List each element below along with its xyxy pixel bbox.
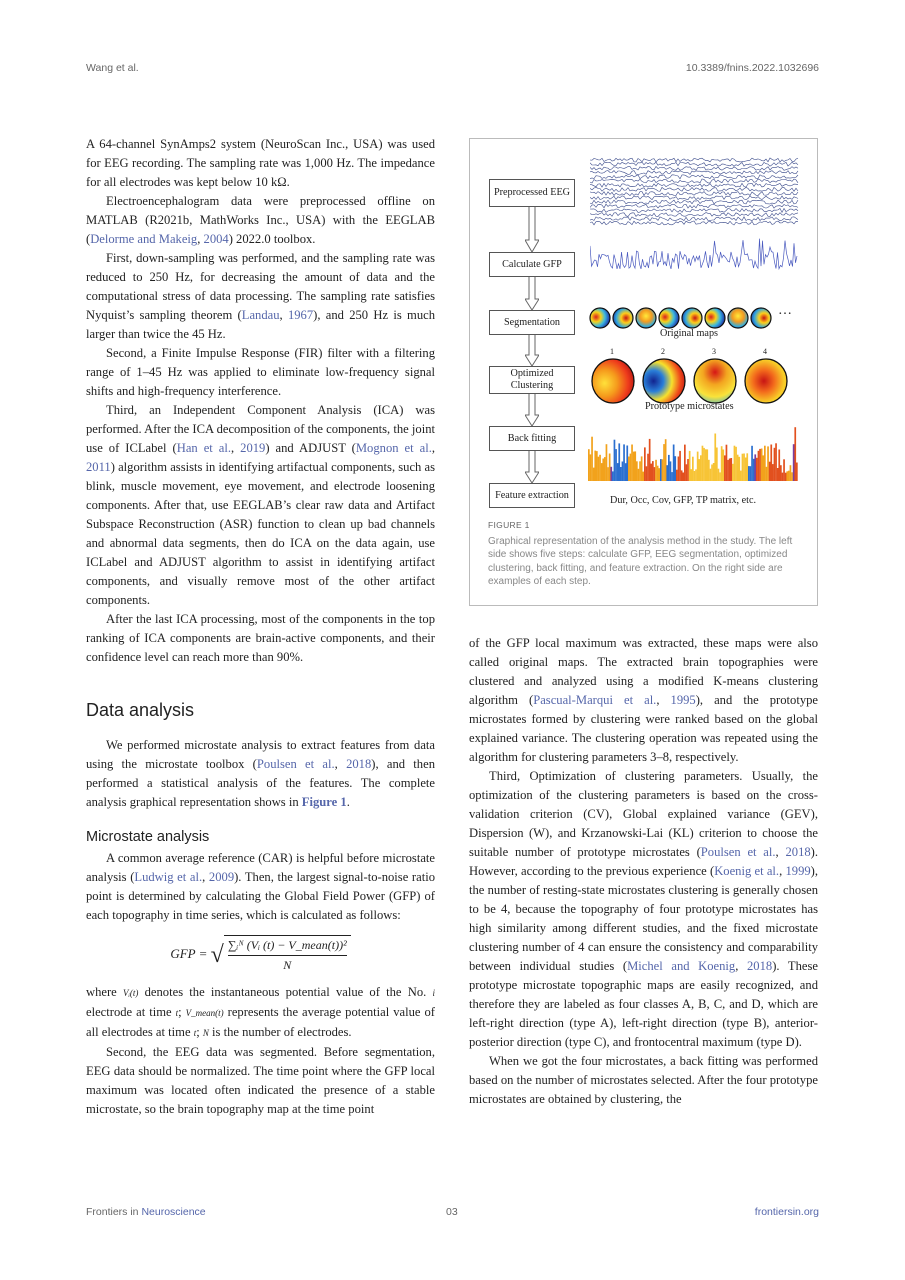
down-arrow-icon [525,451,539,483]
paragraph: A 64-channel SynAmps2 system (NeuroScan Inc., USA) was used for EEG recording. The sampling rate was 1,000 Hz. The impedance for all electrodes was kept below 10 kΩ. [86,137,435,189]
ellipsis-label: … [778,303,792,318]
proto-number: 4 [763,347,767,356]
step-box-gfp: Calculate GFP [489,252,575,277]
paragraph: We performed microstate analysis to extract features from data using the microstate toolbox (Poulsen et al., 2018), and then performed a statistical analysis of the features. The complete analysis graphical representation shows in Figure 1. [86,738,435,809]
citation-link[interactable]: Michel and Koenig [627,959,736,973]
citation-year-link[interactable]: 2018 [785,845,811,859]
page-number: 03 [446,1206,458,1218]
running-header-doi[interactable]: 10.3389/fnins.2022.1032696 [685,62,819,74]
paragraph: Third, an Independent Component Analysis (ICA) was performed. After the ICA decomposition of the components, the joint use of ICLabel (Han et al., 2019) and ADJUST (Mognon et al., 2011) algorithm assists in identifying artifactual components, such as blink, muscle movement, eye movement, and electrode loosening components. After that, use EEGLAB’s clear raw data and Artifact Subspace Reconstruction (ASR) function to clean up bad channels and abnormal data segments, then do ICA on the data again, use ICLabel and ADJUST algorithm to assist in identifying artifact components, and visually remove most of the other artifact components. [86,403,436,607]
prototype-label: Prototype microstates [645,401,734,412]
paragraph: Second, the EEG data was segmented. Before segmentation, EEG data should be normalized. The time point where the GFP local maximum was located often indicated the presence of a stable microstate, so the brain topography map at the time point [86,1045,435,1116]
running-header-authors: Wang et al. [86,62,139,74]
footer-site-link[interactable]: frontiersin.org [754,1206,819,1218]
step-box-backfitting: Back fitting [489,426,575,451]
subsection-heading-microstate: Microstate analysis [86,829,210,845]
topomap-original [728,308,748,328]
citation-year-link[interactable]: 2018 [747,959,773,973]
sqrt-sign: √ [210,941,224,968]
down-arrow-icon [525,335,539,366]
citation-year-link[interactable]: 2009 [208,870,235,884]
left-column [86,135,435,1119]
topomap-original [590,308,610,328]
features-label: Dur, Occ, Cov, GFP, TP matrix, etc. [610,495,757,506]
paragraph: of the GFP local maximum was extracted, these maps were also called original maps. The extracted brain topographies were clustered and analyzed using a modified K-means clustering algorithm (Pascual-Marqui et al., 1995), and the prototype microstates formed by clustering were ranked based on the global explained variance. The clustering operation was repeated using the algorithm for clustering parameters 3–8, respectively. [469,636,818,764]
down-arrow-icon [525,277,539,310]
topomap-original [682,308,702,328]
citation-link[interactable]: Landau [241,308,280,322]
figure-caption-text: Graphical representation of the analysis method in the study. The left side shows five steps: calculate GFP, EEG segmentation, optimized clustering, back fitting, and feature extraction. On the right side are examples of each step. [488,536,793,587]
citation-link[interactable]: Mognon et al. [355,441,432,455]
figure-1 [469,138,818,606]
citation-link[interactable]: Han et al. [176,441,232,455]
paragraph: Third, Optimization of clustering parameters. Usually, the optimization of the clustering parameters is based on the cross-validation criterion (CV), Global explained variance (GEV), Dispersion (W), and Krzanowski-Lai (KL) criterion to choose the suitable number of prototype microstates (Poulsen et al., 2018). However, according to the previous experience (Koenig et al., 1999), the number of resting-state microstates clustering is generally chosen to be 4, because the topography of four prototype microstates has high similarity among different studies, and the fixed microstate clustering number of 4 can ensure the consistency and comparability between individual studies (Michel and Koenig, 2018). These prototype microstate topographic maps are easily recognized, and therefore they are labeled as four classes A, B, C, and D, which are left-right direction (type A), left-right direction (type B), anterior-posterior direction (type C), and frontocentral maximum (type D). [469,769,818,1049]
citation-link[interactable]: Ludwig et al. [134,870,203,884]
topomap-original [751,308,771,328]
proto-number: 1 [610,347,614,356]
step-box-features: Feature extraction [489,483,575,508]
footer-journal[interactable]: Frontiers in Neuroscience [86,1206,206,1218]
down-arrow-icon [525,394,539,426]
citation-link[interactable]: Pascual-Marqui et al. [533,693,657,707]
citation-link[interactable]: Delorme and Makeig [90,232,198,246]
citation-year-link[interactable]: 2019 [240,441,266,455]
figure-caption-title: FIGURE 1 [488,520,530,530]
equation-lhs: GFP = [170,945,208,961]
step-box-segmentation: Segmentation [489,310,575,335]
topomap-original [659,308,679,328]
paragraph: After the last ICA processing, most of the components in the top ranking of ICA components are brain-active components, and their confidence level can reach more than 90%. [86,612,435,664]
topomap-prototype-1 [592,359,634,403]
citation-year-link[interactable]: 1995 [670,693,696,707]
paragraph: First, down-sampling was performed, and the sampling rate was reduced to 250 Hz, for decreasing the amount of data and the computational stress of data processing. The sampling rate satisfies Nyquist’s sampling theorem (Landau, 1967), and 250 Hz is much larger than twice the 45 Hz. [86,251,435,341]
topomap-original [613,308,633,328]
topomap-original [636,308,656,328]
paragraph: Second, a Finite Impulse Response (FIR) filter with a filtering range of 1–45 Hz was applied to eliminate low-frequency signal shifts and high-frequency interference. [86,346,435,398]
topomap-prototype-2 [643,359,685,403]
proto-number: 3 [712,347,716,356]
eeg-traces-image [590,157,800,229]
paragraph: Electroencephalogram data were preprocessed offline on MATLAB (R2021b, MathWorks Inc., USA) with the EEGLAB (Delorme and Makeig, 2004) 2022.0 toolbox. [86,194,435,246]
citation-link[interactable]: Poulsen et al. [256,757,335,771]
equation-numerator: ∑ᵢᴺ (Vᵢ (t) − V_mean(t))² [228,936,347,956]
right-column [469,634,818,1109]
citation-year-link[interactable]: 2011 [86,460,111,474]
figure-caption [488,519,806,588]
original-maps-label: Original maps [660,328,719,339]
step-box-preprocessed: Preprocessed EEG [489,179,575,207]
topomap-original [705,308,725,328]
paragraph: When we got the four microstates, a back fitting was performed based on the number of microstates selected. After the four prototype microstates are obtained by clustering, the [469,1054,818,1106]
gfp-equation [86,935,435,975]
citation-year-link[interactable]: 2018 [346,757,372,771]
topomap-prototype-3 [694,359,736,403]
figure-link[interactable]: Figure 1 [301,795,347,809]
prototype-microstates-image [588,351,808,405]
paragraph: A common average reference (CAR) is helpful before microstate analysis (Ludwig et al., 2009). Then, the largest signal-to-noise ratio point is determined by calculating the Global Field Power (GFP) of each topography in time series, which is calculated as follows: [86,851,435,922]
topomap-prototype-4 [745,359,787,403]
equation-denominator: N [283,958,292,972]
backfitting-image [586,421,798,483]
proto-number: 2 [661,347,665,356]
down-arrow-icon [525,207,539,252]
citation-year-link[interactable]: 2004 [203,232,229,246]
citation-year-link[interactable]: 1999 [785,864,811,878]
gfp-curve-image [590,234,800,284]
section-heading-data-analysis: Data analysis [86,700,195,720]
citation-link[interactable]: Koenig et al. [714,864,780,878]
citation-link[interactable]: Poulsen et al. [700,845,776,859]
citation-year-link[interactable]: 1967 [287,308,314,322]
step-box-clustering: Optimized Clustering [489,366,575,394]
paragraph: where Vᵢ(t) denotes the instantaneous potential value of the No. i electrode at time t; V_mean(t) represents the average potential value of all electrodes at time t; N is the number of electrodes. [86,985,435,1039]
